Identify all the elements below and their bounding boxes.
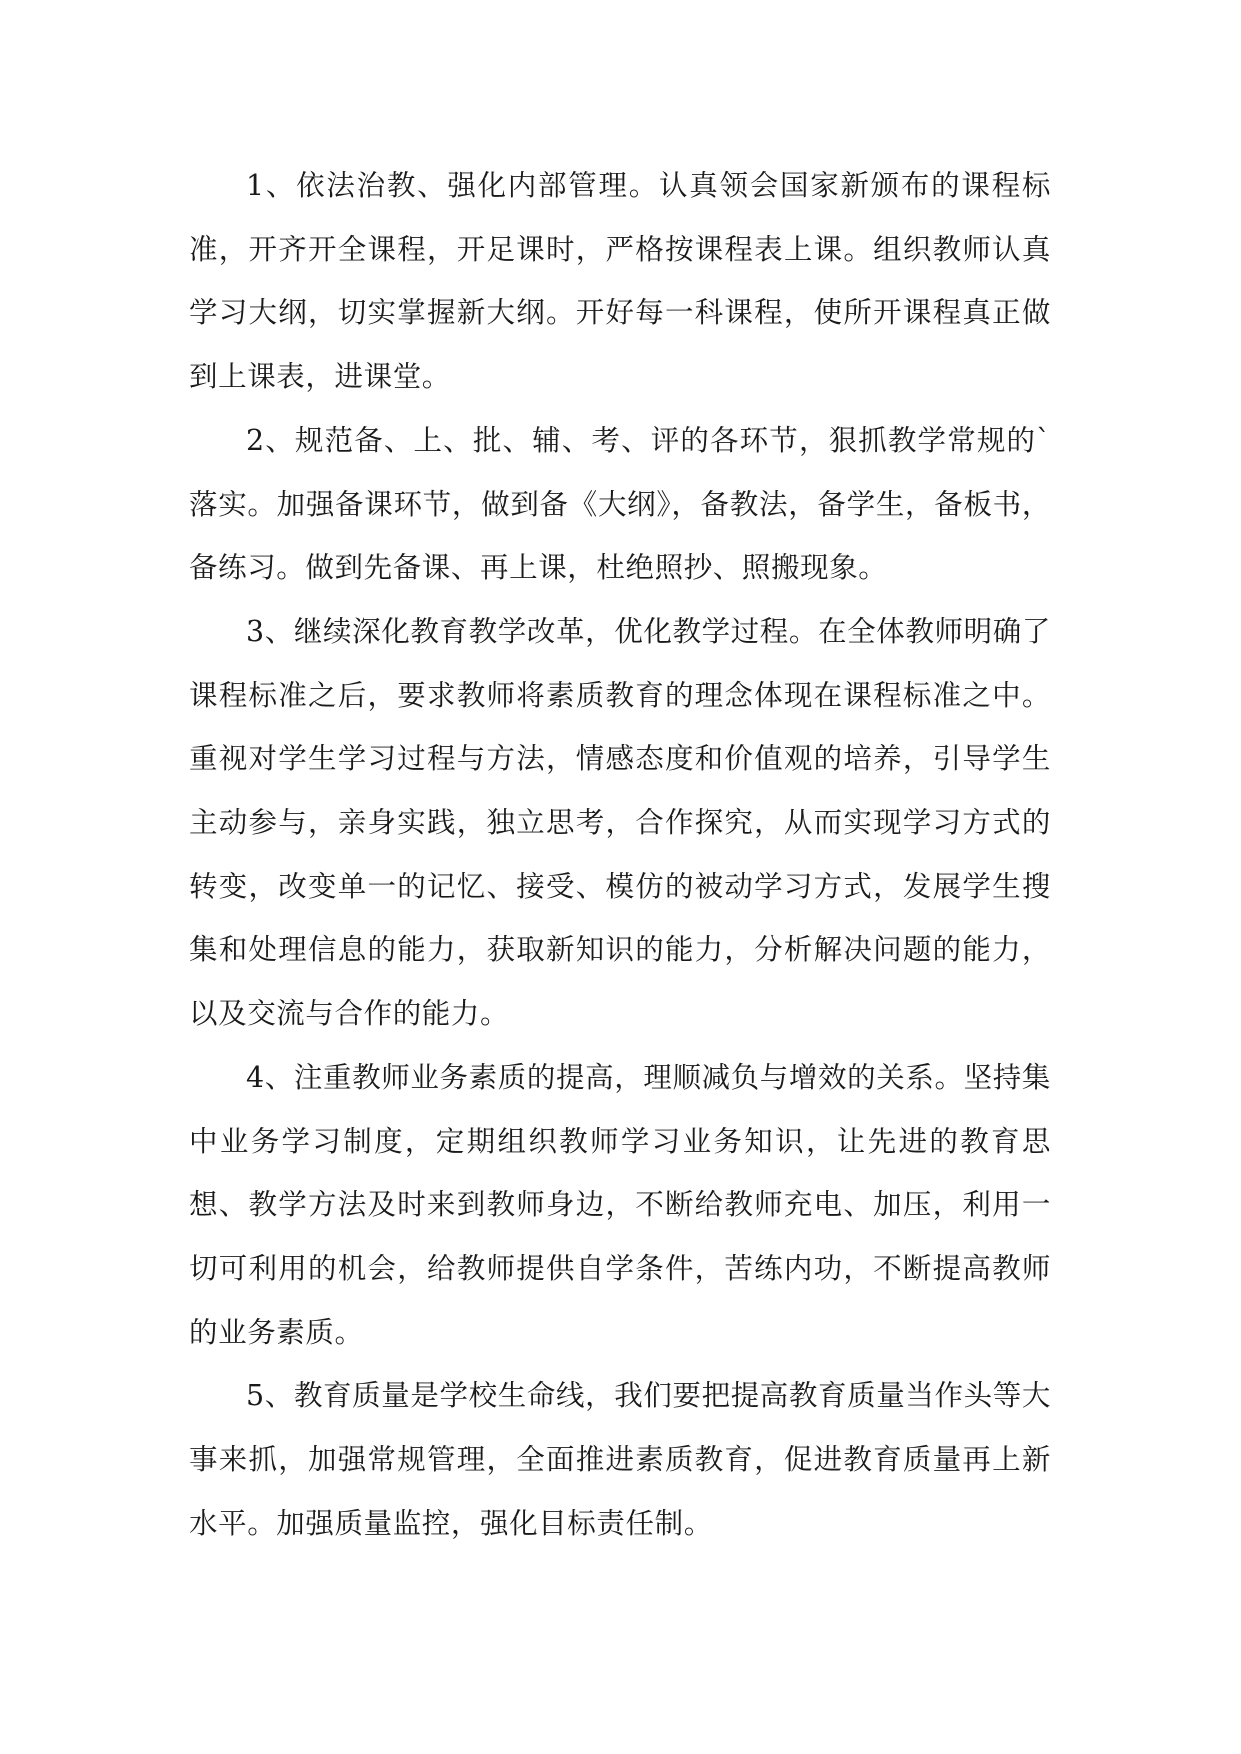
paragraph-5: 5、教育质量是学校生命线，我们要把提高教育质量当作头等大事来抓，加强常规管理，全面推进素质教育，促进教育质量再上新水平。加强质量监控，强化目标责任制。 xyxy=(189,1379,1051,1540)
paragraph-2: 2、规范备、上、批、辅、考、评的各环节，狠抓教学常规的`落实。加强备课环节，做到备《大纲》，备教法，备学生，备板书，备练习。做到先备课、再上课，杜绝照抄、照搬现象。 xyxy=(189,423,1051,585)
paragraph-4: 4、注重教师业务素质的提高，理顺减负与增效的关系。坚持集中业务学习制度，定期组织教师学习业务知识，让先进的教育思想、教学方法及时来到教师身边，不断给教师充电、加压，利用一切可利用的机会，给教师提供自学条件，苦练内功，不断提高教师的业务素质。 xyxy=(189,1060,1051,1349)
paragraph-3: 3、继续深化教育教学改革，优化教学过程。在全体教师明确了课程标准之后，要求教师将素质教育的理念体现在课程标准之中。重视对学生学习过程与方法，情感态度和价值观的培养，引导学生主动参与，亲身实践，独立思考，合作探究，从而实现学习方式的转变，改变单一的记忆、接受、模仿的被动学习方式，发展学生搜集和处理信息的能力，获取新知识的能力，分析解决问题的能力，以及交流与合作的能力。 xyxy=(189,614,1051,1031)
document-body xyxy=(189,154,1051,1555)
paragraph-1: 1、依法治教、强化内部管理。认真领会国家新颁布的课程标准，开齐开全课程，开足课时，严格按课程表上课。组织教师认真学习大纲，切实掌握新大纲。开好每一科课程，使所开课程真正做到上课表，进课堂。 xyxy=(189,169,1051,394)
